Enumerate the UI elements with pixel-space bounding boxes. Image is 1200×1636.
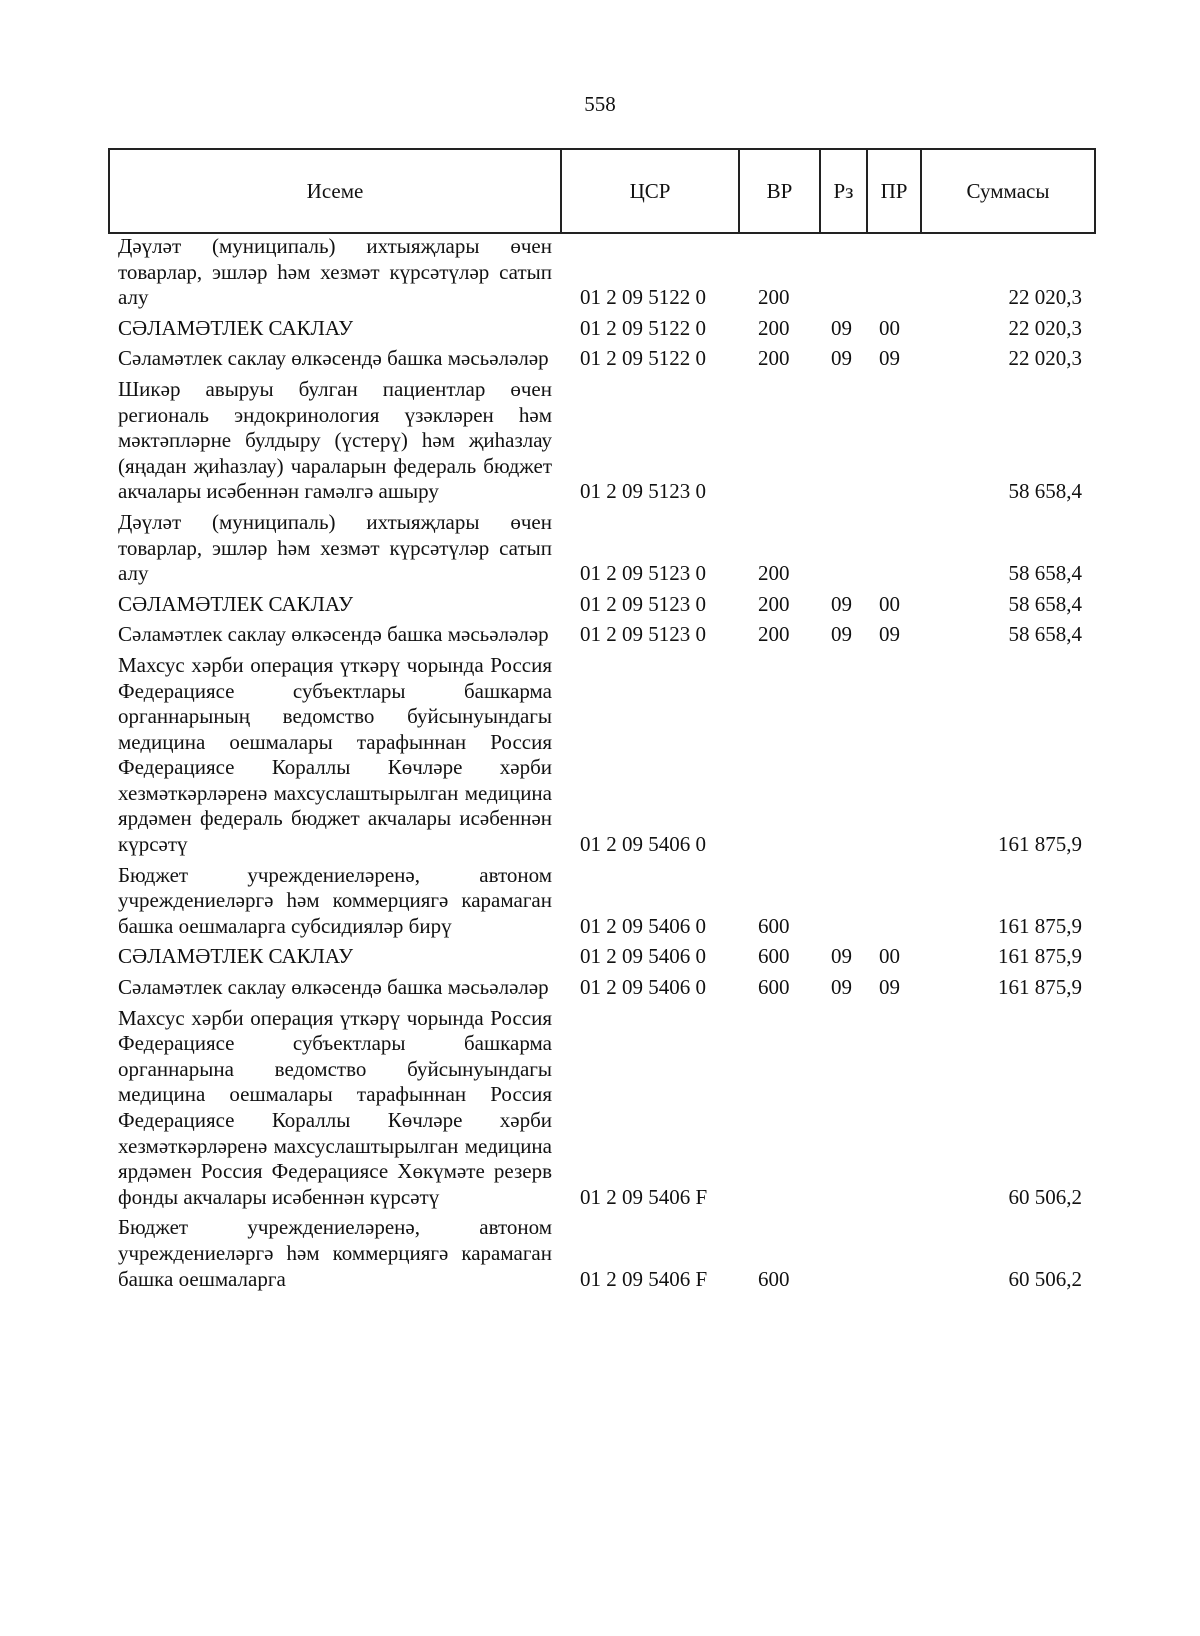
row-pr: 09 [879, 346, 900, 371]
header-pr: ПР [868, 150, 922, 232]
row-csr: 01 2 09 5122 0 [580, 346, 706, 371]
row-pr: 00 [879, 315, 900, 340]
table-row [0, 1215, 1200, 1292]
table-row [0, 316, 1200, 342]
header-rz: Рз [821, 150, 868, 232]
row-csr: 01 2 09 5406 0 [580, 975, 706, 1000]
row-rz: 09 [831, 622, 852, 647]
row-sum: 22 020,3 [1008, 346, 1082, 371]
row-sum: 22 020,3 [1008, 285, 1082, 310]
header-vr: ВР [740, 150, 821, 232]
table-row [0, 377, 1200, 505]
row-csr: 01 2 09 5123 0 [580, 561, 706, 586]
table-row [0, 510, 1200, 587]
row-name: Махсус хәрби операция үткәрү чорында Россия Федерациясе субъектлары башкарма органнарының ведомство буйсынуындагы медицина оешмалары тарафыннан Россия Федерациясе Кораллы Көчләре хәрби хезмәткәрләренә махсуслаштырылган медицина ярдәмен федераль бюджет акчалары исәбеннән күрсәтү [118, 652, 552, 857]
row-name: СӘЛАМӘТЛЕК САКЛАУ [118, 315, 354, 340]
table-row [0, 863, 1200, 940]
row-rz: 09 [831, 944, 852, 969]
row-sum: 161 875,9 [998, 832, 1082, 857]
header-sum: Суммасы [966, 178, 1050, 203]
row-sum: 161 875,9 [998, 944, 1082, 969]
table-row [0, 944, 1200, 970]
table-row [0, 234, 1200, 311]
row-name: Махсус хәрби операция үткәрү чорында Россия Федерациясе субъектлары башкарма органнарына ведомство буйсынуындагы медицина оешмалары тарафыннан Россия Федерациясе Кораллы Көчләре хәрби хезмәткәрләренә махсуслаштырылган медицина ярдәмен Россия Федерациясе Хөкүмәте резерв фонды акчалары исәбеннән күрсәтү [118, 1005, 552, 1209]
row-name: Сәламәтлек саклау өлкәсендә башка мәсьәләләр [118, 346, 549, 371]
row-sum: 161 875,9 [998, 975, 1082, 1000]
table-row [0, 592, 1200, 618]
row-name: Дәүләт (муниципаль) ихтыяҗлары өчен товарлар, эшләр һәм хезмәт күрсәтүләр сатып алу [118, 509, 552, 586]
row-vr: 600 [758, 913, 790, 938]
row-name: Шикәр авыруы булган пациентлар өчен региональ эндокринология үзәкләрен һәм мәктәпләрне булдыру (үстерү) һәм җиһазлау (яңадан җиһазлау) чараларын федераль бюджет акчалары исәбеннән гамәлгә ашыру [118, 376, 552, 504]
row-csr: 01 2 09 5406 0 [580, 832, 706, 857]
row-csr: 01 2 09 5123 0 [580, 479, 706, 504]
row-pr: 00 [879, 591, 900, 616]
row-name: Бюджет учреждениеләренә, автоном учреждениеләргә һәм коммерциягә карамаган башка оешмаларга субсидияләр бирү [118, 862, 552, 938]
row-name: Сәламәтлек саклау өлкәсендә башка мәсьәләләр [118, 622, 549, 647]
row-name: Дәүләт (муниципаль) ихтыяҗлары өчен товарлар, эшләр һәм хезмәт күрсәтүләр сатып алу [118, 234, 552, 310]
row-name: Сәламәтлек саклау өлкәсендә башка мәсьәләләр [118, 975, 549, 1000]
row-sum: 60 506,2 [1008, 1184, 1082, 1209]
row-csr: 01 2 09 5123 0 [580, 622, 706, 647]
row-csr: 01 2 09 5406 F [580, 1184, 708, 1209]
row-sum: 60 506,2 [1008, 1266, 1082, 1291]
row-name: Бюджет учреждениеләренә, автоном учреждениеләргә һәм коммерциягә карамаган башка оешмаларга [118, 1215, 552, 1291]
row-sum: 22 020,3 [1008, 315, 1082, 340]
table-row [0, 622, 1200, 648]
table-row [0, 1006, 1200, 1211]
row-vr: 600 [758, 1266, 790, 1291]
row-sum: 58 658,4 [1008, 479, 1082, 504]
row-vr: 200 [758, 591, 790, 616]
row-vr: 200 [758, 622, 790, 647]
row-sum: 58 658,4 [1008, 591, 1082, 616]
row-name: СӘЛАМӘТЛЕК САКЛАУ [118, 591, 354, 616]
row-sum: 58 658,4 [1008, 561, 1082, 586]
row-csr: 01 2 09 5123 0 [580, 591, 706, 616]
header-csr: ЦСР [562, 150, 740, 232]
row-rz: 09 [831, 346, 852, 371]
row-name: СӘЛАМӘТЛЕК САКЛАУ [118, 944, 354, 969]
row-sum: 58 658,4 [1008, 622, 1082, 647]
row-vr: 200 [758, 285, 790, 310]
table-row [0, 653, 1200, 858]
row-csr: 01 2 09 5122 0 [580, 315, 706, 340]
row-vr: 600 [758, 975, 790, 1000]
row-csr: 01 2 09 5122 0 [580, 285, 706, 310]
row-rz: 09 [831, 975, 852, 1000]
row-rz: 09 [831, 315, 852, 340]
table-row [0, 975, 1200, 1001]
row-pr: 09 [879, 975, 900, 1000]
row-pr: 00 [879, 944, 900, 969]
table-row [0, 346, 1200, 372]
row-vr: 600 [758, 944, 790, 969]
row-csr: 01 2 09 5406 0 [580, 944, 706, 969]
table-header [108, 148, 1096, 234]
page-number: 558 [584, 92, 616, 116]
table-body [0, 234, 1200, 1297]
row-sum: 161 875,9 [998, 913, 1082, 938]
header-name: Исеме [110, 150, 562, 232]
row-csr: 01 2 09 5406 F [580, 1266, 708, 1291]
row-rz: 09 [831, 591, 852, 616]
row-vr: 200 [758, 315, 790, 340]
row-csr: 01 2 09 5406 0 [580, 913, 706, 938]
row-vr: 200 [758, 346, 790, 371]
row-pr: 09 [879, 622, 900, 647]
row-vr: 200 [758, 561, 790, 586]
